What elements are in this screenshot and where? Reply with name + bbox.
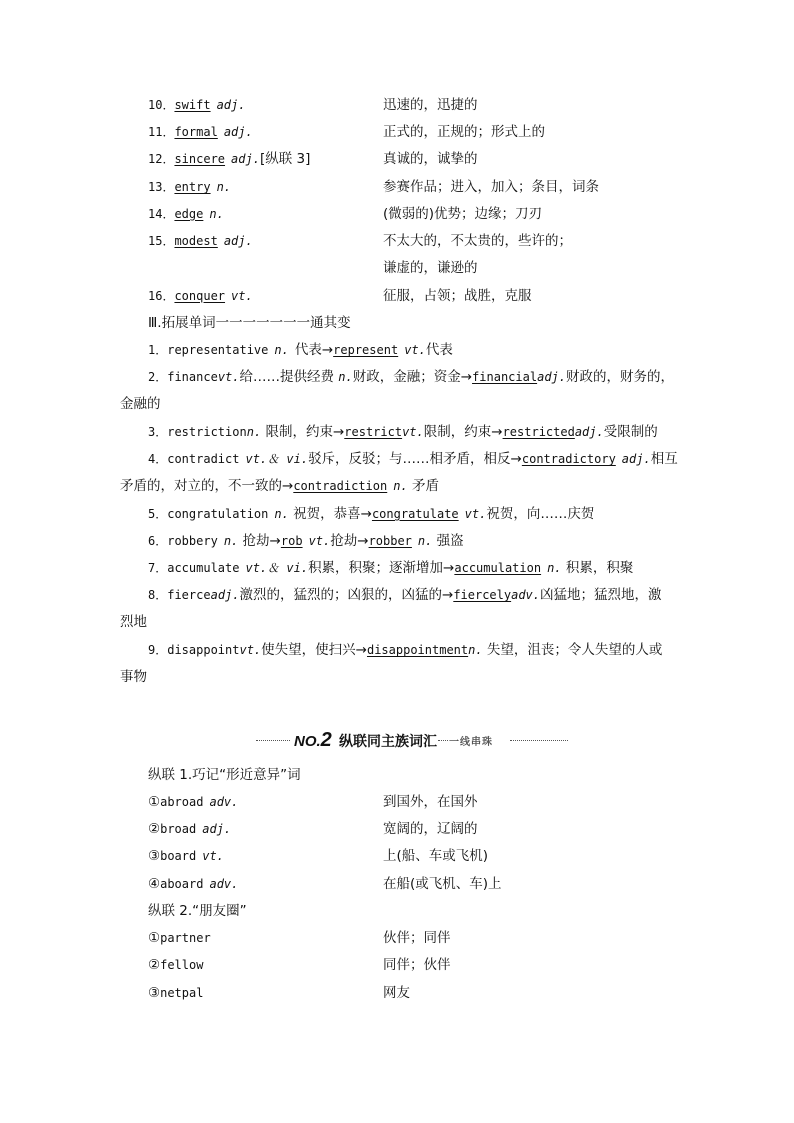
expand-item — [148, 642, 662, 658]
gloss: 凶猛地；猛烈地，激 — [540, 587, 662, 603]
word-meaning: 伙伴；同伴 — [383, 930, 451, 946]
gloss: 财政的，财务的， — [566, 369, 674, 385]
vocab-row — [148, 206, 224, 222]
word: partner — [160, 931, 211, 945]
base-word: contradict — [167, 452, 240, 466]
part-of-speech: n. — [547, 561, 562, 575]
part-of-speech: adj. — [621, 452, 651, 466]
expand-item — [148, 342, 453, 358]
part-of-speech: n. — [246, 425, 262, 439]
part-of-speech: n. — [417, 534, 433, 548]
gloss: 给……提供经费 — [239, 369, 339, 385]
expand-item — [148, 506, 594, 522]
vocab-row — [148, 288, 253, 304]
gloss: 强盗 — [432, 533, 464, 549]
vocab-row — [148, 179, 231, 195]
vocab-word: formal — [174, 125, 218, 139]
part-of-speech: n. — [274, 507, 289, 521]
derived-word: congratulate — [371, 507, 459, 521]
gloss: 祝贺，向……庆贺 — [486, 506, 595, 522]
item-number: 7． — [148, 561, 168, 575]
base-word: congratulation — [167, 507, 269, 521]
base-word: representative — [167, 343, 269, 357]
item-number: 12． — [148, 152, 175, 166]
section-heading: Ⅲ.拓展单词一一一一一一一通其变 — [148, 315, 351, 331]
circled-index: ③ — [148, 985, 161, 1001]
item-number: 4． — [148, 452, 168, 466]
word: aboard — [160, 877, 204, 891]
word: netpal — [160, 986, 204, 1000]
word: board — [160, 849, 197, 863]
gloss: 激烈的，猛烈的；凶狠的，凶猛的→ — [239, 587, 454, 603]
item-number: 16． — [148, 289, 175, 303]
part-of-speech: adj. — [574, 425, 604, 439]
item-number: 8． — [148, 588, 168, 602]
expand-item-continued — [120, 478, 439, 494]
gloss: 受限制的 — [603, 424, 658, 440]
word-meaning: 上(船、车或飞机) — [383, 848, 489, 864]
word: abroad — [160, 795, 204, 809]
vocab-row — [148, 233, 253, 249]
circled-index: ① — [148, 794, 161, 810]
part-of-speech: n. — [223, 534, 239, 548]
gloss: 矛盾的，对立的，不一致的→ — [120, 478, 294, 494]
part-of-speech: adj. — [537, 370, 566, 384]
part-of-speech: adj. — [223, 234, 253, 248]
word: broad — [160, 822, 197, 836]
part-of-speech: adj. — [202, 822, 232, 836]
vocab-meaning-continued: 谦虚的，谦逊的 — [383, 260, 478, 276]
gloss: 限制，约束→ — [423, 424, 503, 440]
banner-subtitle: 一线串珠 — [449, 737, 493, 748]
vocab-row — [148, 97, 245, 113]
gloss: 代表 — [425, 342, 453, 358]
derived-word: contradictory — [521, 452, 616, 466]
gloss: 矛盾 — [407, 478, 439, 494]
banner-title: 纵联同主族词汇 — [339, 734, 437, 750]
group-word — [148, 821, 231, 837]
vocab-row — [148, 151, 310, 167]
gloss: 驳斥，反驳；与……相矛盾，相反→ — [308, 451, 522, 467]
base-word: disappoint — [167, 643, 240, 657]
group-word — [148, 848, 224, 864]
derived-word: represent — [333, 343, 399, 357]
expand-item — [148, 424, 658, 440]
word-meaning: 同伴；伙伴 — [383, 957, 451, 973]
item-number: 13． — [148, 180, 175, 194]
vocab-word: conquer — [174, 289, 226, 303]
circled-index: ② — [148, 957, 161, 973]
part-of-speech: vt.＆ vi. — [245, 452, 309, 466]
gloss-continued: 烈地 — [120, 614, 147, 630]
gloss: 积累，积聚 — [561, 560, 634, 576]
part-of-speech: vt. — [404, 343, 426, 357]
part-of-speech: adv. — [511, 588, 541, 602]
gloss: 使失望，使扫兴→ — [261, 642, 367, 658]
circled-index: ④ — [148, 876, 161, 892]
part-of-speech: adj. — [216, 98, 246, 112]
word-meaning: 在船(或飞机、车)上 — [383, 876, 502, 892]
vocab-meaning: 不太大的，不太贵的，些许的； — [383, 233, 572, 249]
group-word — [148, 794, 238, 810]
circled-index: ③ — [148, 848, 161, 864]
derived-word: contradiction — [293, 479, 388, 493]
part-of-speech: vt.＆ vi. — [245, 561, 309, 575]
banner-divider-right — [510, 740, 568, 741]
derived-word: financial — [472, 370, 538, 384]
item-number: 14． — [148, 207, 175, 221]
part-of-speech: n. — [393, 479, 408, 493]
part-of-speech: adj. — [210, 588, 240, 602]
banner-divider-mid — [438, 740, 448, 741]
item-number: 9． — [148, 643, 168, 657]
word-meaning: 到国外，在国外 — [383, 794, 478, 810]
vocab-row — [148, 124, 253, 140]
item-number: 3． — [148, 425, 168, 439]
banner-number — [294, 729, 332, 752]
vocab-meaning: (微弱的)优势；边缘；刀刃 — [383, 206, 543, 222]
item-number: 15． — [148, 234, 175, 248]
vocab-word: swift — [174, 98, 211, 112]
vocab-word: entry — [174, 180, 211, 194]
part-of-speech: n. — [209, 207, 224, 221]
gloss: 限制，约束→ — [261, 424, 345, 440]
part-of-speech: n. — [338, 370, 353, 384]
vocab-word: modest — [174, 234, 218, 248]
part-of-speech: adv. — [209, 877, 239, 891]
base-word: accumulate — [167, 561, 240, 575]
banner-digit: 2 — [320, 729, 332, 751]
item-number: 5． — [148, 507, 168, 521]
section-banner — [256, 729, 568, 751]
expand-item — [148, 587, 662, 603]
part-of-speech: vt. — [464, 507, 487, 521]
item-number: 1． — [148, 343, 168, 357]
gloss-continued: 金融的 — [120, 396, 161, 412]
part-of-speech: vt. — [202, 849, 224, 863]
group-heading: 纵联 1.巧记“形近意异”词 — [148, 767, 301, 783]
part-of-speech: vt. — [308, 534, 331, 548]
part-of-speech: n. — [468, 643, 483, 657]
gloss: 积累，积聚；逐渐增加→ — [308, 560, 455, 576]
derived-word: rob — [280, 534, 303, 548]
vocab-meaning: 征服，占领；战胜，克服 — [383, 288, 532, 304]
item-number: 10． — [148, 98, 175, 112]
derived-word: restricted — [502, 425, 575, 439]
vocab-meaning: 迅速的，迅捷的 — [383, 97, 478, 113]
part-of-speech: n. — [216, 180, 232, 194]
part-of-speech: vt. — [217, 370, 240, 384]
group-word — [148, 985, 203, 1001]
part-of-speech: vt. — [231, 289, 253, 303]
derived-word: restrict — [344, 425, 403, 439]
item-number: 2． — [148, 370, 168, 384]
part-of-speech: vt. — [239, 643, 262, 657]
gloss: 失望，沮丧；令人失望的人或 — [482, 642, 663, 658]
derived-word: disappointment — [366, 643, 469, 657]
group-word — [148, 876, 238, 892]
part-of-speech: n. — [274, 343, 289, 357]
derived-word: fiercely — [453, 588, 512, 602]
expand-item — [148, 533, 464, 549]
derived-word: accumulation — [454, 561, 542, 575]
vocab-meaning: 真诚的，诚挚的 — [383, 151, 478, 167]
base-word: restriction — [167, 425, 247, 439]
word-meaning: 宽阔的，辽阔的 — [383, 821, 478, 837]
banner-divider-left — [256, 740, 290, 741]
part-of-speech: adj. — [231, 152, 260, 166]
banner-no-label: NO. — [294, 733, 321, 750]
gloss-continued: 事物 — [120, 669, 147, 685]
vocab-word: edge — [174, 207, 204, 221]
expand-item — [148, 451, 678, 467]
gloss: 抢劫→ — [330, 533, 369, 549]
group-word — [148, 957, 203, 973]
word: fellow — [160, 958, 204, 972]
gloss: 相互 — [650, 451, 678, 467]
circled-index: ① — [148, 930, 161, 946]
gloss: 代表→ — [294, 342, 334, 358]
part-of-speech: adv. — [209, 795, 239, 809]
circled-index: ② — [148, 821, 161, 837]
gloss: 抢劫→ — [238, 533, 281, 549]
word-meaning: 网友 — [383, 985, 410, 1001]
group-heading: 纵联 2.“朋友圈” — [148, 903, 247, 919]
item-number: 11． — [148, 125, 175, 139]
cross-reference-note: [纵联 3] — [259, 151, 311, 167]
vocab-word: sincere — [174, 152, 226, 166]
base-word: robbery — [167, 534, 218, 548]
base-word: fierce — [167, 588, 211, 602]
vocab-meaning: 正式的，正规的；形式上的 — [383, 124, 545, 140]
derived-word: robber — [368, 534, 412, 548]
part-of-speech: adj. — [223, 125, 253, 139]
gloss: 财政，金融；资金→ — [352, 369, 473, 385]
vocab-meaning: 参赛作品；进入，加入；条目，词条 — [383, 179, 599, 195]
gloss: 祝贺，恭喜→ — [288, 506, 372, 522]
expand-item — [148, 369, 674, 385]
base-word: finance — [167, 370, 218, 384]
item-number: 6． — [148, 534, 168, 548]
part-of-speech: vt. — [402, 425, 424, 439]
group-word — [148, 930, 211, 946]
expand-item — [148, 560, 633, 576]
